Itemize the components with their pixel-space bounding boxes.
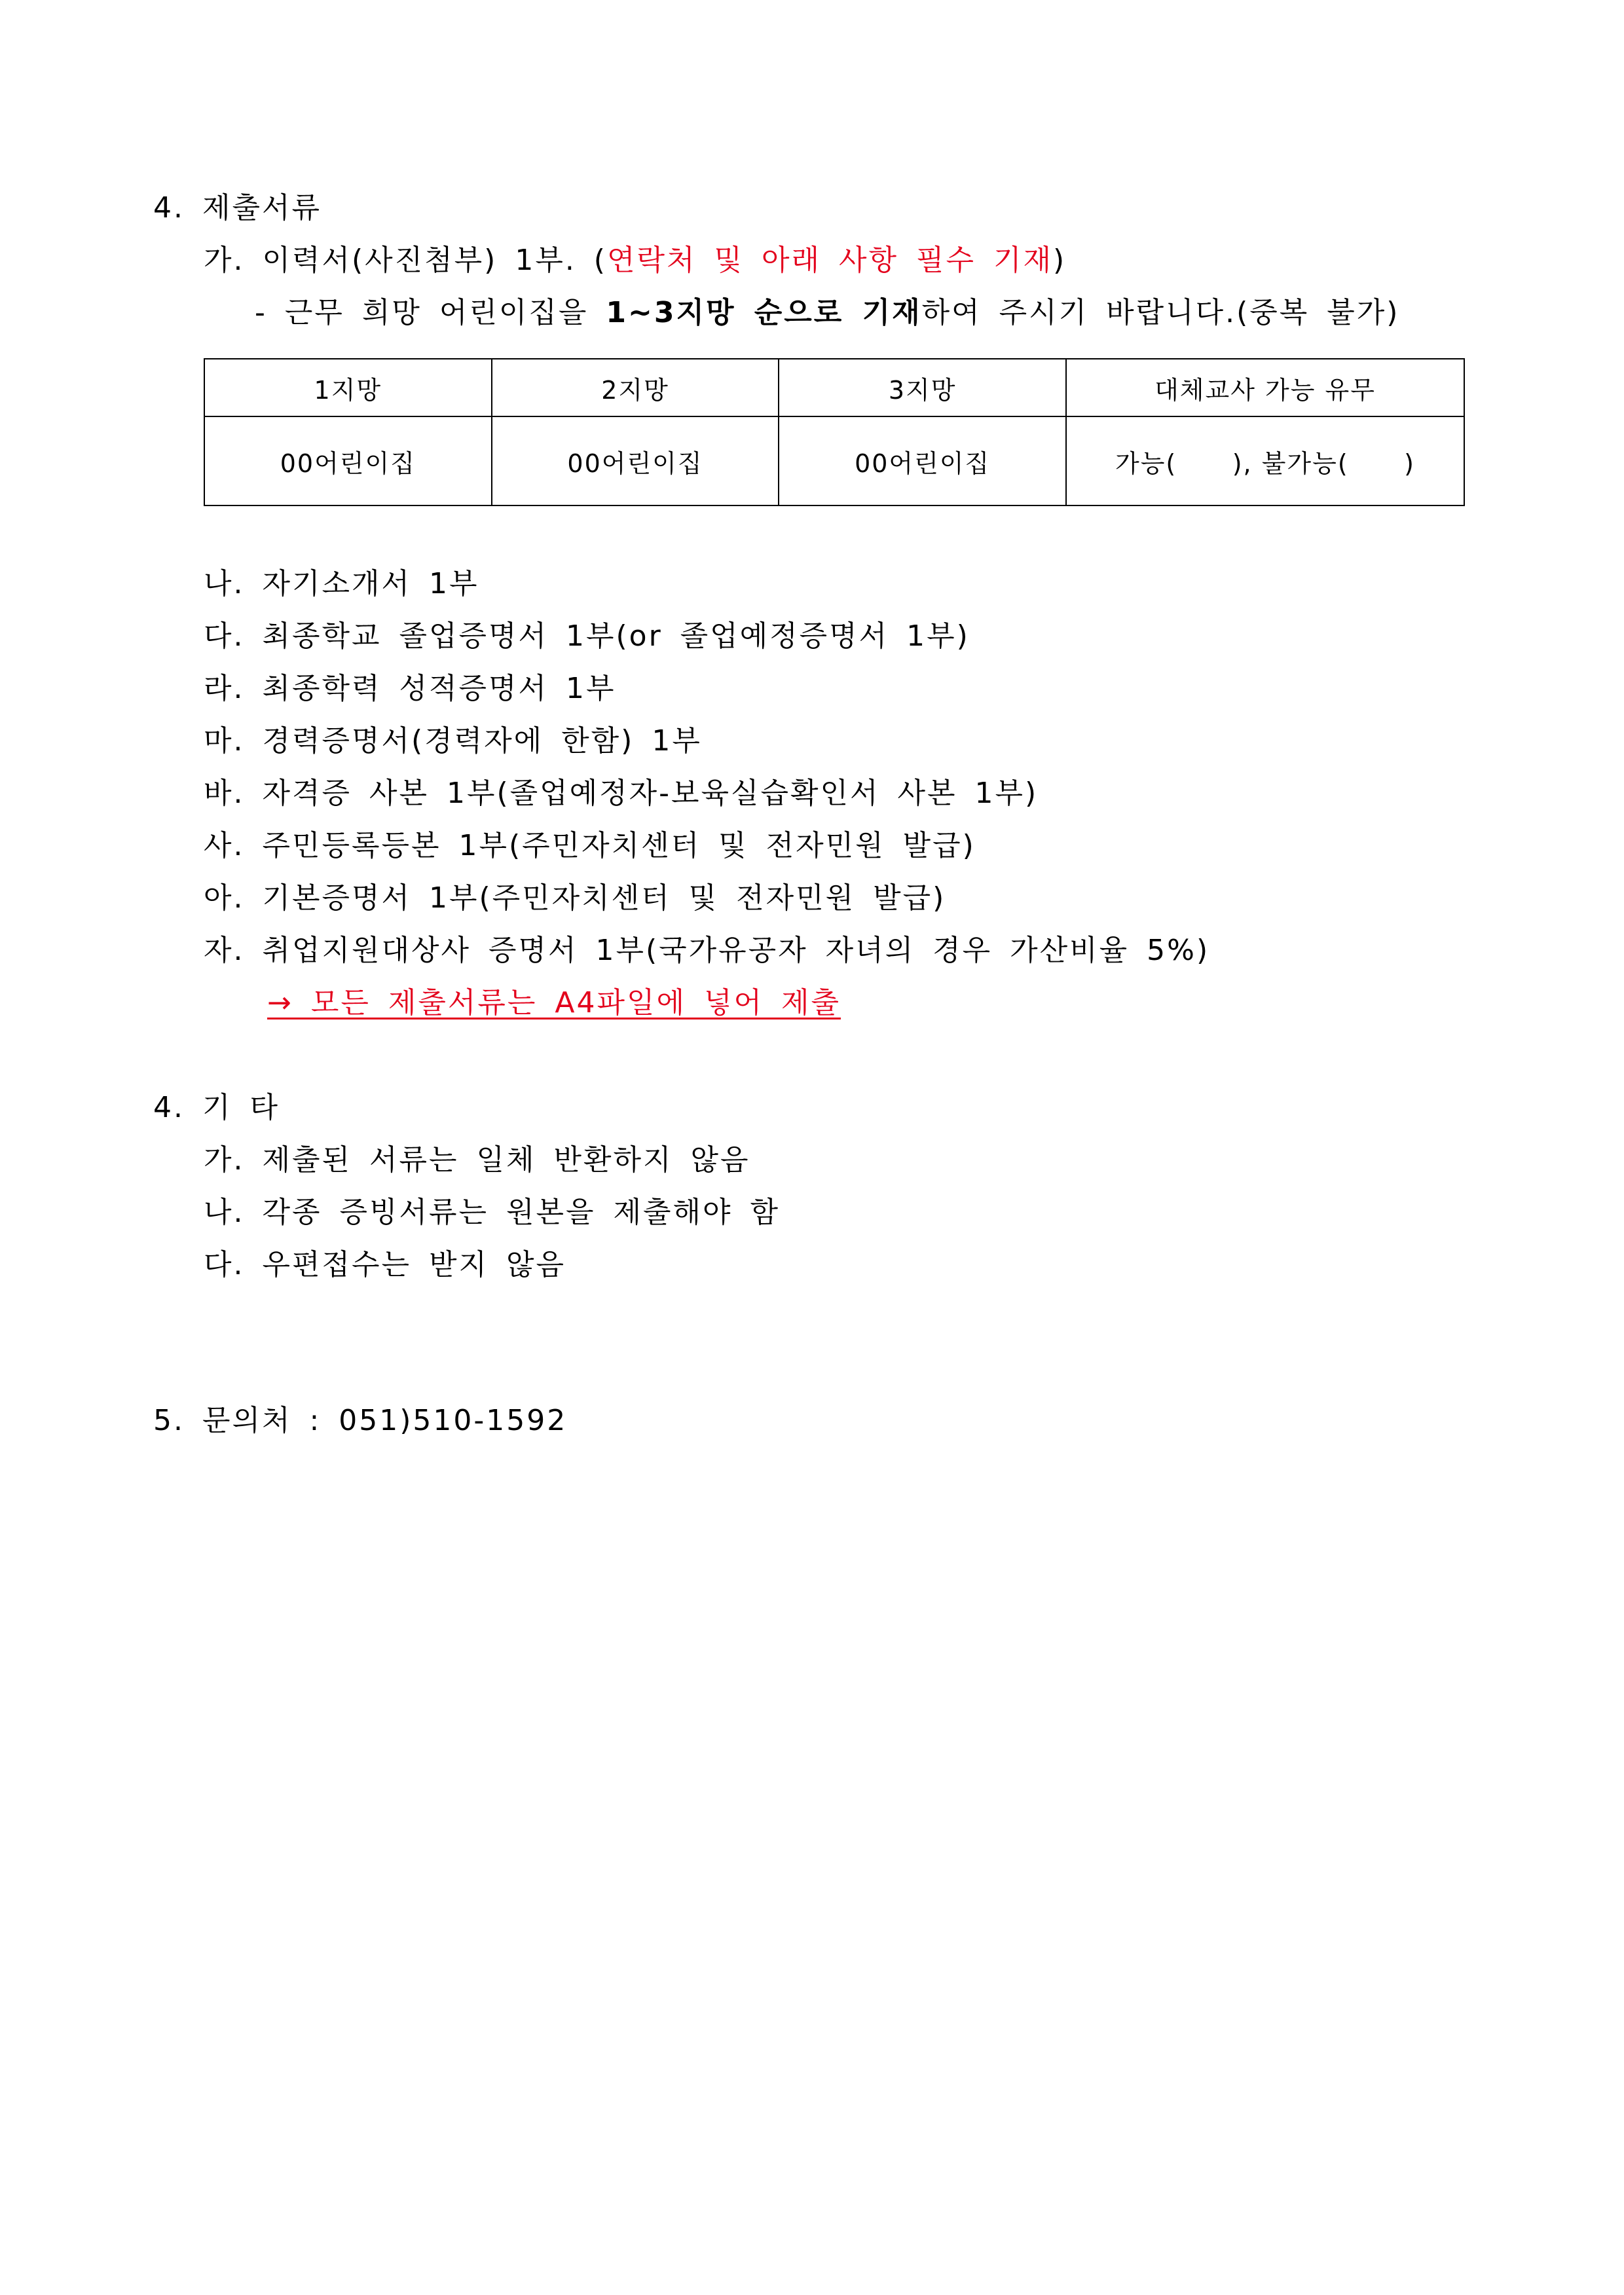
table-header-cell: 대체교사 가능 유무 [1066,359,1464,416]
submission-notice: → 모든 제출서류는 A4파일에 넣어 제출 [267,986,841,1019]
table-header-row [204,359,1464,416]
table-cell: 00어린이집 [492,416,779,505]
doc-item: 마. 경력증명서(경력자에 한함) 1부 [204,724,702,758]
etc-item: 가. 제출된 서류는 일체 반환하지 않음 [204,1143,750,1177]
table-row [204,416,1464,505]
doc-item: 라. 최종학력 성적증명서 1부 [204,672,616,705]
etc-item: 다. 우편접수는 받지 않음 [204,1248,566,1281]
table-header-cell: 3지망 [779,359,1066,416]
contact-info: 5. 문의처 : 051)510-1592 [153,1404,568,1437]
section-title-etc: 4. 기 타 [153,1091,280,1124]
doc-item: 다. 최종학교 졸업증명서 1부(or 졸업예정증명서 1부) [204,619,970,653]
preference-table [204,358,1465,506]
preference-note [255,293,1399,333]
preference-note-suffix: 하여 주시기 바랍니다.(중복 불가) [921,296,1400,329]
required-info-highlight: 연락처 및 아래 사항 필수 기재 [606,244,1053,277]
preference-note-prefix: - 근무 희망 어린이집을 [255,296,606,329]
table-cell: 00어린이집 [204,416,492,505]
preference-note-emphasis: 1~3지망 순으로 기재 [606,296,922,329]
doc-item-resume [204,241,1066,280]
table-header-cell: 2지망 [492,359,779,416]
section-title-documents: 4. 제출서류 [153,191,322,225]
doc-item-resume-text: 가. 이력서(사진첨부) 1부. ( [204,244,607,277]
doc-item: 나. 자기소개서 1부 [204,567,479,600]
table-cell: 가능( ), 불가능( ) [1066,416,1464,505]
doc-item: 바. 자격증 사본 1부(졸업예정자-보육실습확인서 사본 1부) [204,777,1039,810]
doc-item: 자. 취업지원대상사 증명서 1부(국가유공자 자녀의 경우 가산비율 5%) [204,934,1210,967]
table-header-cell: 1지망 [204,359,492,416]
table-cell: 00어린이집 [779,416,1066,505]
doc-item-resume-close: ) [1052,244,1067,277]
doc-item: 아. 기본증명서 1부(주민자치센터 및 전자민원 발급) [204,881,946,915]
doc-item: 사. 주민등록등본 1부(주민자치센터 및 전자민원 발급) [204,829,976,862]
etc-item: 나. 각종 증빙서류는 원본을 제출해야 함 [204,1196,780,1229]
